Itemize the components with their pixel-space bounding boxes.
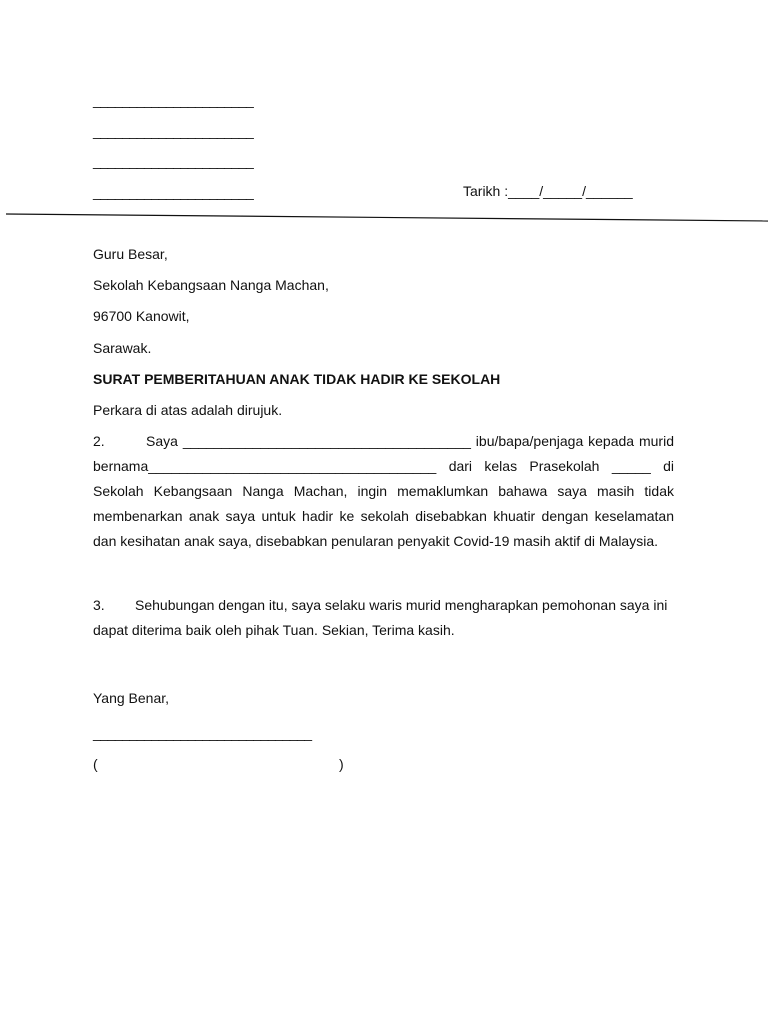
paragraph-2-text: Saya _____________________________________ ibu/bapa/penjaga kepada murid bernama_____________________________________ dari kelas Prasekolah _____ di Sekolah Kebangsaan Nanga Machan, ingin memaklumkan bahawa saya masih tidak membenarkan anak saya untuk hadir ke sekolah disebabkan khuatir dengan keselamatan dan kesihatan anak saya, disebabkan penularan penyakit Covid-19 masih aktif di Malaysia.: [93, 433, 674, 549]
recipient-line-4: Sarawak.: [93, 340, 152, 356]
letter-title: SURAT PEMBERITAHUAN ANAK TIDAK HADIR KE SEKOLAH: [93, 371, 501, 387]
signature-line: ______________________________: [93, 725, 312, 741]
name-open-paren: (: [93, 756, 98, 772]
sender-address-line-2: ______________________: [93, 123, 254, 139]
closing-salutation: Yang Benar,: [93, 690, 170, 706]
paragraph-2: [93, 429, 674, 554]
recipient-line-1: Guru Besar,: [93, 246, 168, 262]
sender-address-line-4: ______________________: [93, 184, 254, 200]
date-field: Tarikh :____/_____/______: [463, 183, 633, 199]
sender-address-line-3: ______________________: [93, 153, 254, 169]
paragraph-3-text: Sehubungan dengan itu, saya selaku waris murid mengharapkan pemohonan saya ini dapat diterima baik oleh pihak Tuan. Sekian, Terima kasih.: [93, 597, 668, 638]
paragraph-3: [93, 593, 674, 643]
recipient-line-3: 96700 Kanowit,: [93, 308, 190, 324]
name-close-paren: ): [339, 756, 344, 772]
paragraph-3-number: 3.: [93, 597, 105, 613]
paragraph-2-number: 2.: [93, 433, 105, 449]
recipient-line-2: Sekolah Kebangsaan Nanga Machan,: [93, 277, 329, 293]
sender-address-line-1: ______________________: [93, 92, 254, 108]
reference-line: Perkara di atas adalah dirujuk.: [93, 402, 283, 418]
